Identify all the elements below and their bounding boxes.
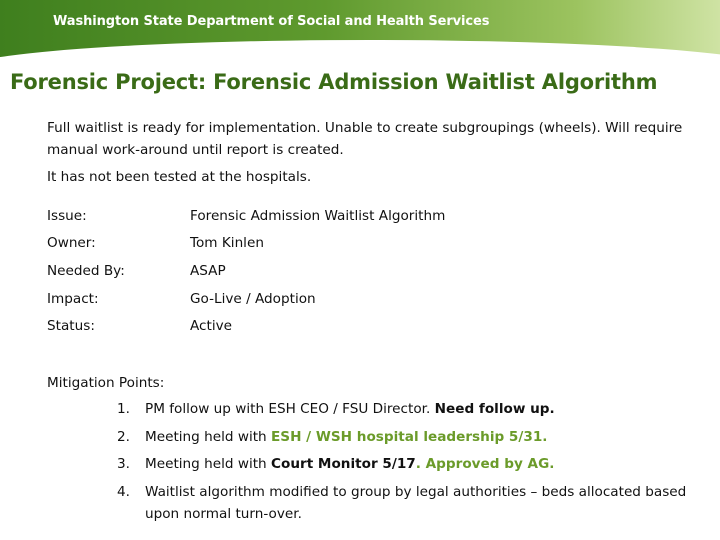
item-text: Waitlist algorithm modified to group by legal authorities – beds allocated based upon normal turn-over. [145,484,687,522]
header-banner [0,0,720,57]
detail-row-needed-by [47,260,687,282]
detail-value: ASAP [190,263,226,279]
detail-label: Impact: [47,291,99,307]
detail-label: Issue: [47,208,87,224]
detail-value: Go-Live / Adoption [190,291,316,307]
item-number: 4. [117,484,130,500]
detail-row-status [47,315,687,337]
detail-row-impact [47,288,687,310]
detail-row-owner [47,232,687,254]
item-highlight: ESH / WSH hospital leadership 5/31. [271,429,548,445]
item-highlight: Approved by AG. [425,456,555,472]
detail-label: Status: [47,318,95,334]
detail-row-issue [47,205,687,227]
detail-value: Forensic Admission Waitlist Algorithm [190,208,446,224]
detail-label: Owner: [47,235,96,251]
org-name: Washington State Department of Social and Health Services [53,14,490,29]
item-separator: . [415,456,426,472]
mitigation-title: Mitigation Points: [47,375,165,391]
item-number: 3. [117,456,130,472]
detail-value: Tom Kinlen [190,235,264,251]
testing-note: It has not been tested at the hospitals. [47,169,312,185]
item-number: 1. [117,401,130,417]
item-emphasis: Court Monitor 5/17 [271,456,416,472]
detail-label: Needed By: [47,263,125,279]
detail-value: Active [190,318,233,334]
item-text: Meeting held with [145,456,271,472]
slide-title: Forensic Project: Forensic Admission Waitlist Algorithm [10,70,658,94]
summary-text: Full waitlist is ready for implementation. Unable to create subgroupings (wheels). Will require manual work-around until report is created. [47,120,683,158]
item-emphasis: Need follow up. [434,401,555,417]
item-text: Meeting held with [145,429,271,445]
banner-curve [0,40,720,57]
item-number: 2. [117,429,130,445]
item-text: PM follow up with ESH CEO / FSU Director. [145,401,435,417]
